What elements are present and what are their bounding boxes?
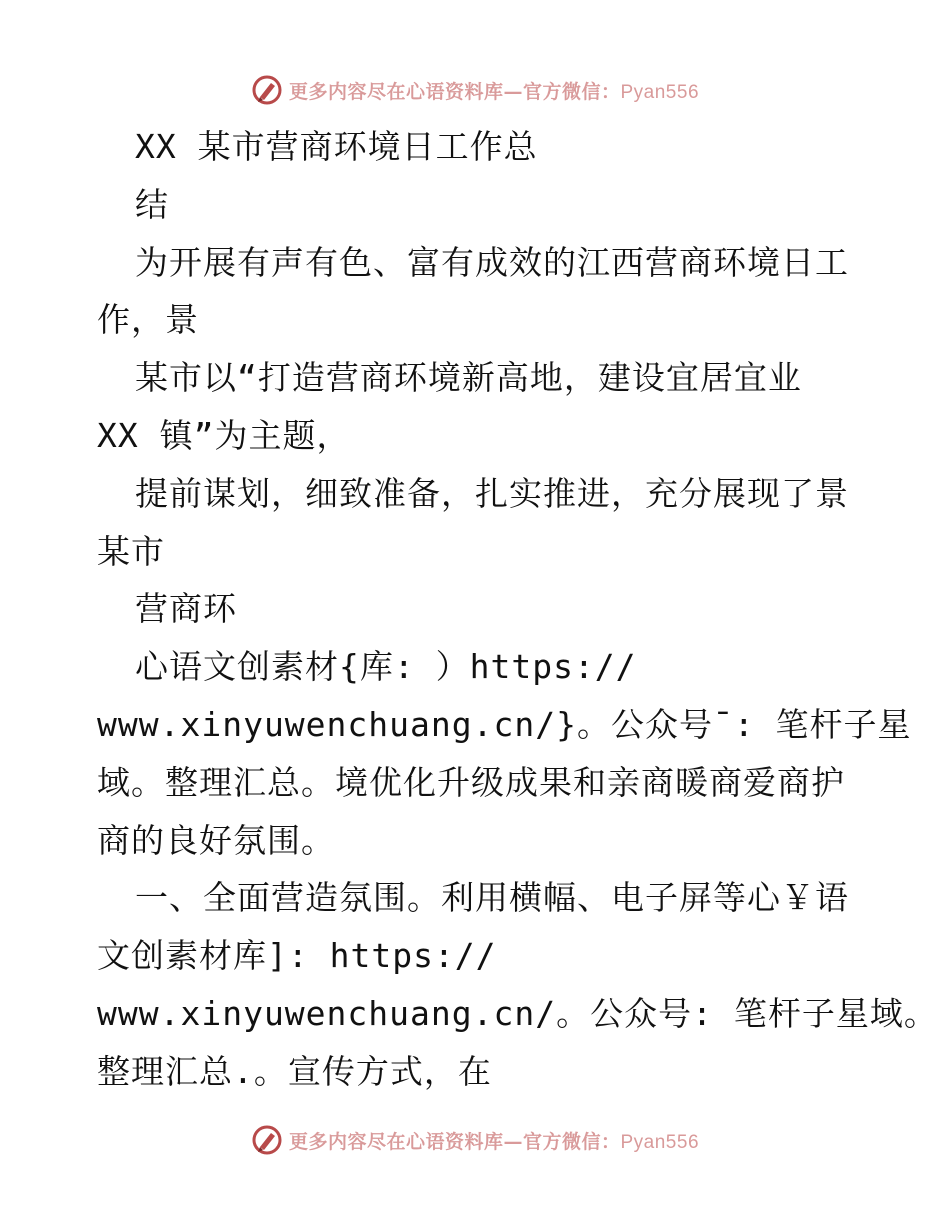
watermark-text: 更多内容尽在心语资料库—官方微信：Pyan556: [288, 1130, 700, 1153]
footer-watermark-banner: [0, 1120, 950, 1160]
doc-line: 域。整理汇总。境优化升级成果和亲商暖商爱商护: [97, 762, 845, 802]
doc-line: 商的良好氛围。: [97, 820, 335, 860]
pen-logo-icon: [251, 74, 283, 106]
doc-line: 心语文创素材{库: ）https://: [135, 647, 637, 687]
doc-line: 营商环: [135, 589, 237, 629]
watermark-handle: Pyan556: [620, 81, 700, 103]
document-body: [97, 118, 938, 1101]
doc-line: 作，景: [97, 300, 199, 340]
doc-line: XX 镇”为主题，: [97, 415, 351, 455]
doc-line: 某市: [97, 531, 165, 571]
doc-line: XX 某市营商环境日工作总: [135, 127, 538, 166]
doc-line: 一、全面营造氛围。利用横幅、电子屏等心￥语: [135, 878, 849, 918]
doc-line: 结: [135, 184, 169, 224]
doc-line: 提前谋划，细致准备，扎实推进，充分展现了景: [135, 473, 849, 513]
doc-line: www.xinyuwenchuang.cn/。公众号: 笔杆子星域。: [97, 993, 938, 1033]
watermark-handle: Pyan556: [620, 1131, 700, 1153]
doc-line: 某市以“打造营商环境新高地，建设宜居宜业: [135, 358, 802, 398]
doc-line: www.xinyuwenchuang.cn/}。公众号¯: 笔杆子星: [97, 704, 912, 744]
watermark-text: 更多内容尽在心语资料库—官方微信：Pyan556: [288, 80, 700, 103]
doc-line: 为开展有声有色、富有成效的江西营商环境日工: [135, 242, 849, 282]
doc-line: 整理汇总.。宣传方式，在: [97, 1051, 492, 1091]
doc-line: 文创素材库]: https://: [97, 936, 497, 976]
pen-logo-icon: [251, 1124, 283, 1156]
header-watermark-banner: [0, 70, 950, 110]
